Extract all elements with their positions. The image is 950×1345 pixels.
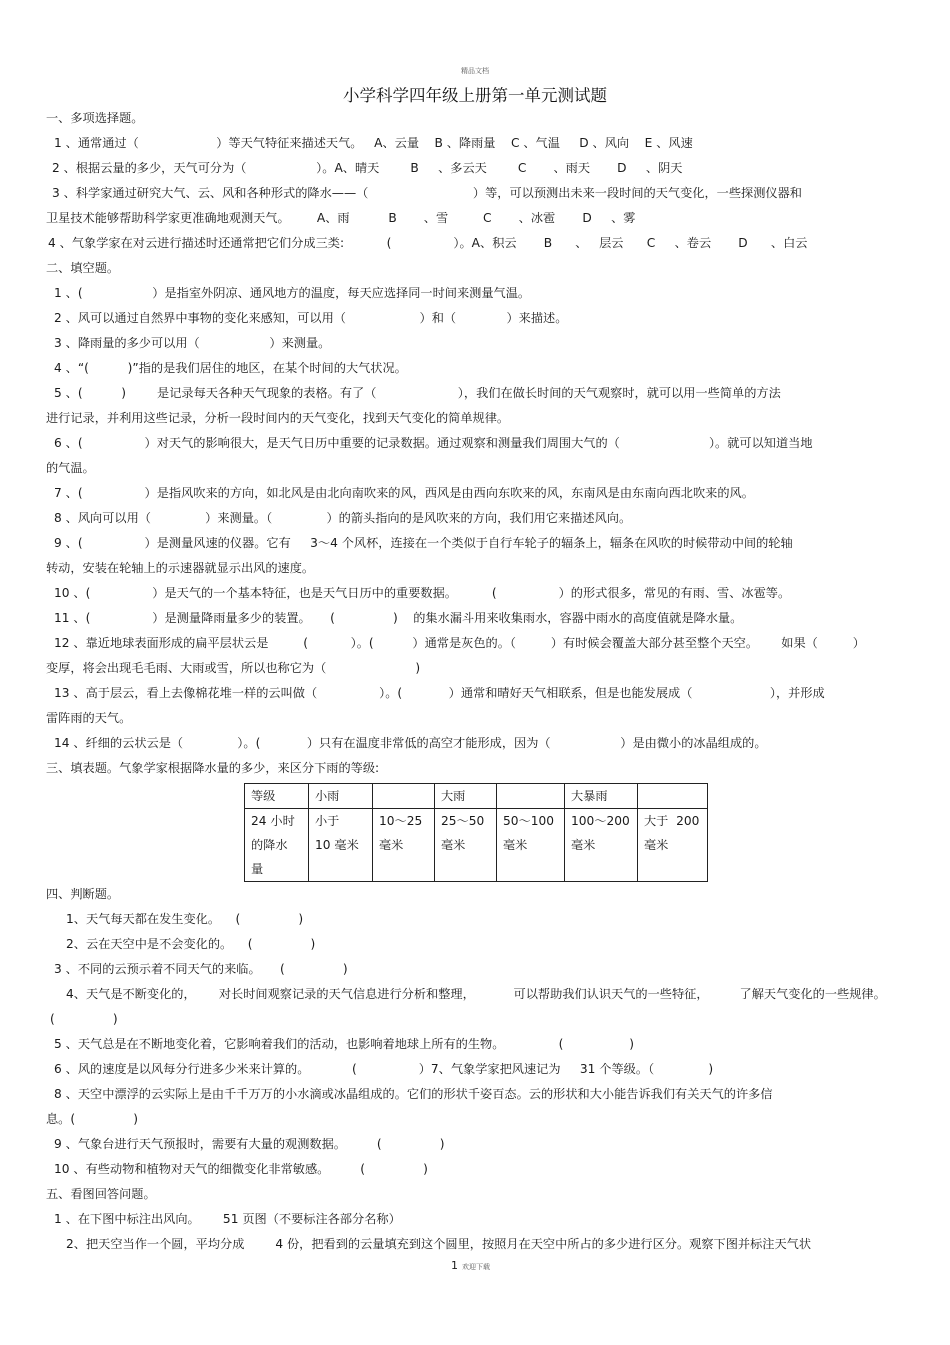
text-line: 5 、( ) 是记录每天各种天气现象的表格。有了（ ），我们在做长时间的天气观察时，就可以用一些简单的方法 (54, 386, 781, 400)
page-number: 1 (451, 1259, 458, 1272)
text-line: 的气温。 (46, 461, 95, 475)
rain-level-table (244, 783, 708, 882)
text-line: 卫星技术能够帮助科学家更准确地观测天气。 A、雨 B 、雪 C 、冰雹 D 、雾 (46, 211, 636, 225)
text-line: 4 、“( )”指的是我们居住的地区，在某个时间的大气状况。 (54, 361, 407, 375)
document-body (46, 106, 916, 1257)
table-cell: 25～50 毫米 (435, 809, 497, 882)
text-line: 12 、靠近地球表面形成的扁平层状云是 ( ）。( ）通常是灰色的。（ ）有时候会覆盖大部分甚至整个天空。 如果（ ） (54, 636, 865, 650)
page-footer (451, 1259, 490, 1272)
table-cell: 小于 10 毫米 (309, 809, 373, 882)
text-line: 1 、通常通过（ ）等天气特征来描述天气。 A、云量 B 、降雨量 C 、气温 D 、风向 E 、风速 (54, 136, 693, 150)
table-cell: 24 小时 的降水 量 (245, 809, 309, 882)
text-line: 变厚，将会出现毛毛雨、大雨或雪，所以也称它为（ ) (46, 661, 421, 675)
table-cell: 大雨 (435, 784, 497, 809)
text-line: 2 、风可以通过自然界中事物的变化来感知，可以用（ ）和（ ）来描述。 (54, 311, 568, 325)
text-line: 1 、在下图中标注出风向。 51 页图（不要标注各部分名称） (54, 1212, 401, 1226)
text-line: 三、填表题。气象学家根据降水量的多少，来区分下雨的等级: (46, 761, 380, 775)
text-line: 5 、天气总是在不断地变化着，它影响着我们的活动，也影响着地球上所有的生物。 ( ) (54, 1037, 634, 1051)
header-mark: 精品文档 (461, 67, 489, 75)
text-line: 10 、有些动物和植物对天气的细微变化非常敏感。 ( ) (54, 1162, 428, 1176)
table-cell: 100～200 毫米 (565, 809, 638, 882)
text-line: 9 、气象台进行天气预报时，需要有大量的观测数据。 ( ) (54, 1137, 445, 1151)
text-line: 转动，安装在轮轴上的示速器就显示出风的速度。 (46, 561, 315, 575)
text-line: 1、天气每天都在发生变化。 ( ) (66, 912, 304, 926)
text-line: 8 、风向可以用（ ）来测量。（ ）的箭头指向的是风吹来的方向，我们用它来描述风向。 (54, 511, 632, 525)
text-line: 7 、( ）是指风吹来的方向，如北风是由北向南吹来的风，西风是由西向东吹来的风，东南风是由东南向西北吹来的风。 (54, 486, 754, 500)
table-cell (497, 784, 565, 809)
table-cell: 50～100 毫米 (497, 809, 565, 882)
text-line: 3 、降雨量的多少可以用（ ）来测量。 (54, 336, 331, 350)
text-line: 五、看图回答问题。 (46, 1187, 156, 1201)
table-cell (638, 784, 708, 809)
text-line: 11 、( ）是测量降雨量多少的装置。 ( ) 的集水漏斗用来收集雨水，容器中雨水的高度值就是降水量。 (54, 611, 743, 625)
text-line: 息。( ) (46, 1112, 138, 1126)
table-row (245, 809, 708, 882)
text-line: 9 、( ）是测量风速的仪器。它有 3～4 个风杯，连接在一个类似于自行车轮子的辐条上，辐条在风吹的时候带动中间的轮轴 (54, 536, 793, 550)
text-line: 1 、( ）是指室外阴凉、通风地方的温度，每天应选择同一时间来测量气温。 (54, 286, 531, 300)
text-line: 3 、科学家通过研究大气、云、风和各种形式的降水——（ ）等，可以预测出未来一段时间的天气变化，一些探测仪器和 (52, 186, 802, 200)
questions-part-1 (46, 106, 916, 781)
text-line: 2、云在天空中是不会变化的。 ( ) (66, 937, 316, 951)
table-cell: 大于 200 毫米 (638, 809, 708, 882)
text-line: 14 、纤细的云状云是（ ）。( ）只有在温度非常低的高空才能形成，因为（ ）是由微小的冰晶组成的。 (54, 736, 767, 750)
text-line: 雷阵雨的天气。 (46, 711, 132, 725)
table-cell: 等级 (245, 784, 309, 809)
footer-note: 欢迎下载 (462, 1263, 490, 1271)
text-line: 8 、天空中漂浮的云实际上是由千千万万的小水滴或冰晶组成的。它们的形状千姿百态。云的形状和大小能告诉我们有关天气的许多信 (54, 1087, 773, 1101)
text-line: 四、判断题。 (46, 887, 120, 901)
text-line: 6 、风的速度是以风每分行进多少米来计算的。 ( ）7、气象学家把风速记为 31 个等级。（ ) (54, 1062, 714, 1076)
text-line: 3 、不同的云预示着不同天气的来临。 ( ) (54, 962, 348, 976)
text-line: 二、填空题。 (46, 261, 120, 275)
table-cell (373, 784, 435, 809)
table-cell: 小雨 (309, 784, 373, 809)
table-row (245, 784, 708, 809)
text-line: 进行记录，并利用这些记录，分析一段时间内的天气变化，找到天气变化的简单规律。 (46, 411, 510, 425)
page-title: 小学科学四年级上册第一单元测试题 (343, 86, 607, 105)
text-line: 一、多项选择题。 (46, 111, 144, 125)
text-line: 2、把天空当作一个圆，平均分成 4 份，把看到的云量填充到这个圆里，按照月在天空中所占的多少进行区分。观察下图并标注天气状 (66, 1237, 812, 1251)
table-cell: 大暴雨 (565, 784, 638, 809)
text-line: 4、天气是不断变化的， 对长时间观察记录的天气信息进行分析和整理， 可以帮助我们认识天气的一些特征， 了解天气变化的一些规律。 (66, 987, 886, 1001)
table-cell: 10～25 毫米 (373, 809, 435, 882)
questions-part-2 (46, 882, 916, 1257)
text-line: 6 、( ）对天气的影响很大，是天气日历中重要的记录数据。通过观察和测量我们周围大气的（ ）。就可以知道当地 (54, 436, 813, 450)
text-line: 4 、气象学家在对云进行描述时还通常把它们分成三类: ( ）。A、积云 B 、 层云 C 、卷云 D 、白云 (48, 236, 808, 250)
text-line: 2 、根据云量的多少，天气可分为（ ）。A、晴天 B 、多云天 C 、雨天 D 、阴天 (52, 161, 683, 175)
text-line: 13 、高于层云，看上去像棉花堆一样的云叫做（ ）。( ）通常和晴好天气相联系，但是也能发展成（ ），并形成 (54, 686, 825, 700)
text-line: ( ) (50, 1012, 118, 1026)
text-line: 10 、( ）是天气的一个基本特征，也是天气日历中的重要数据。 ( ）的形式很多，常见的有雨、雪、冰雹等。 (54, 586, 791, 600)
